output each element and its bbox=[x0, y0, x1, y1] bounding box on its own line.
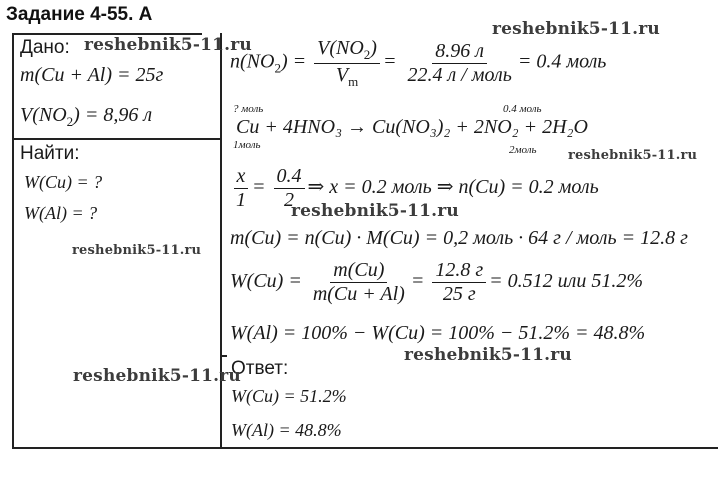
frame-bottom-line bbox=[12, 447, 718, 449]
reaction-label-cu-above: ? моль bbox=[233, 103, 264, 115]
fraction-volume-values: $\frac{8.96 л}{\text{22.4 л / моль}}$ bbox=[407, 39, 512, 86]
watermark: reshebnik5-11.ru bbox=[84, 35, 252, 55]
answer-label: Ответ: bbox=[231, 358, 289, 379]
solution-line-proportion: $\frac{x}{1}$ = $\frac{0.4}{2}$ ⇒ x = 0.2 моль ⇒ n(Cu) = 0.2 моль bbox=[230, 166, 599, 211]
frame-divider-answer bbox=[221, 355, 227, 357]
fraction-mass-values: $\frac{12.8 г}{25 г}$ bbox=[432, 260, 486, 305]
find-item-al: W(Al) = ? bbox=[24, 203, 98, 223]
reaction-equation: Cu + 4HNO₃ → Cu(NO₃)₂ + 2NO₂ + 2H₂O bbox=[236, 116, 588, 138]
watermark: reshebnik5-11.ru bbox=[568, 148, 698, 163]
fraction-x-over-1: $\frac{x}{1}$ bbox=[233, 166, 249, 211]
reaction-label-no2-below: 2моль bbox=[509, 144, 537, 156]
solution-line-moles-no2: $n(NO_2)$ = $\frac{V(NO_2)}{V_m}$ = $\frac{8.96 л}{\text{22.4 л / моль}}$ = 0.4 моль bbox=[230, 37, 607, 89]
watermark: reshebnik5-11.ru bbox=[492, 19, 660, 39]
reaction-label-cu-below: 1моль bbox=[233, 139, 261, 151]
frame-divider-horizontal bbox=[12, 138, 222, 140]
watermark: reshebnik5-11.ru bbox=[404, 345, 572, 365]
find-item-cu: W(Cu) = ? bbox=[24, 172, 103, 192]
frame-left-line bbox=[12, 33, 14, 448]
solution-line-mass-cu: m(Cu) = n(Cu) · M(Cu) = 0,2 моль · 64 г / моль = 12.8 г bbox=[230, 227, 688, 249]
task-title: Задание 4-55. А bbox=[6, 4, 153, 25]
reaction-label-no2-above: 0.4 моль bbox=[503, 103, 542, 115]
watermark: reshebnik5-11.ru bbox=[72, 243, 202, 258]
given-label: Дано: bbox=[20, 37, 70, 58]
given-volume: $V(NO_2) = 8,96$ л bbox=[20, 104, 153, 129]
find-label: Найти: bbox=[20, 143, 80, 164]
given-mass: m(Cu + Al) = 25г bbox=[20, 64, 164, 86]
answer-item-cu: W(Cu) = 51.2% bbox=[231, 386, 347, 406]
solution-line-fraction-cu: W(Cu) = $\frac{m(Cu)}{m(Cu + Al)}$ = $\frac{12.8 г}{25 г}$ = 0.512 или 51.2% bbox=[230, 259, 644, 305]
fraction-mass-ratio: $\frac{m(Cu)}{m(Cu + Al)}$ bbox=[312, 259, 405, 305]
fraction-v-over-vm: $\frac{V(NO_2)}{V_m}$ bbox=[314, 38, 380, 88]
watermark: reshebnik5-11.ru bbox=[291, 201, 459, 221]
answer-item-al: W(Al) = 48.8% bbox=[231, 420, 342, 440]
solution-line-fraction-al: W(Al) = 100% − W(Cu) = 100% − 51.2% = 48.8% bbox=[230, 322, 646, 344]
fraction-04-over-2: $\frac{0.4}{2}$ bbox=[274, 166, 305, 211]
watermark: reshebnik5-11.ru bbox=[73, 366, 241, 386]
